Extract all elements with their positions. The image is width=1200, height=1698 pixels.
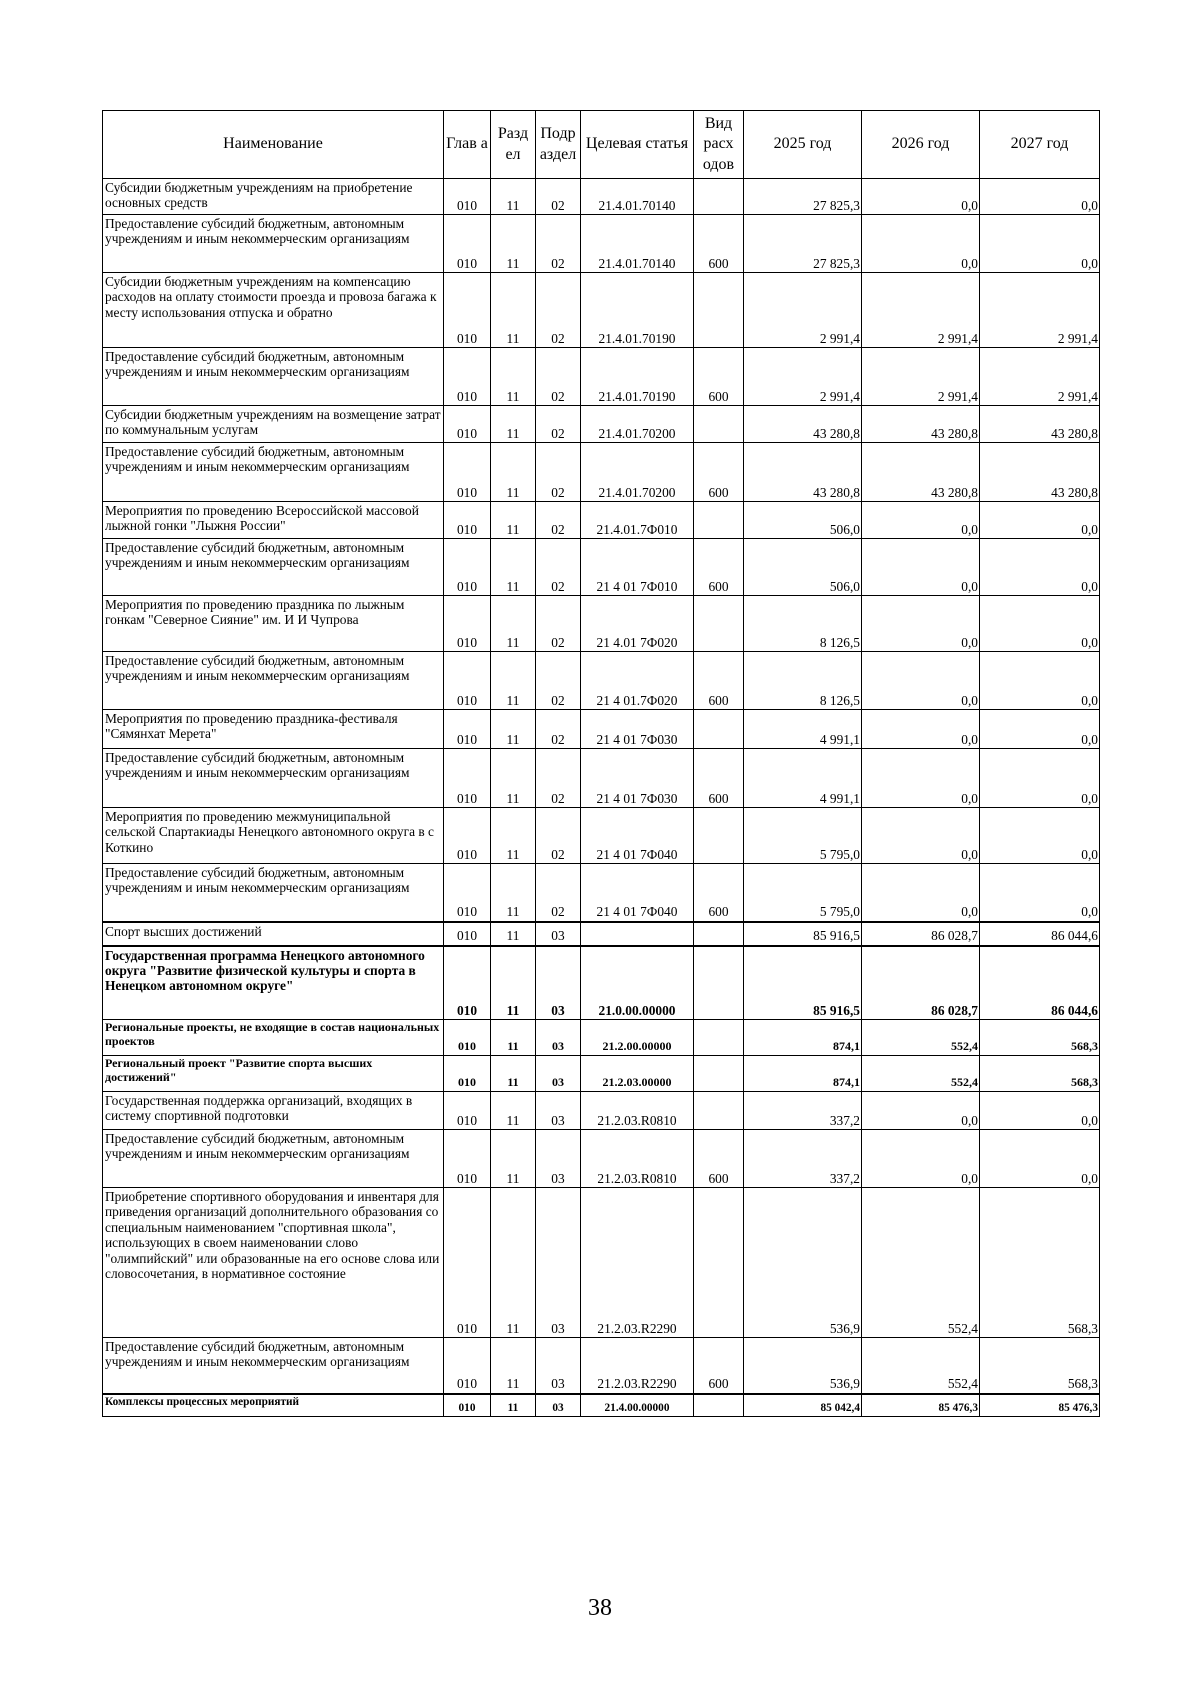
cell-article: 21.2.03.R2290 <box>581 1188 694 1338</box>
cell-2026: 0,0 <box>862 652 980 710</box>
cell-2026: 43 280,8 <box>862 406 980 443</box>
header-razdel: Разд ел <box>491 111 536 179</box>
cell-expense-type: 600 <box>694 443 744 502</box>
cell-razdel: 11 <box>491 946 536 1020</box>
table-row <box>103 652 1100 710</box>
cell-podrazdel: 02 <box>536 808 581 864</box>
cell-podrazdel: 02 <box>536 406 581 443</box>
cell-expense-type: 600 <box>694 864 744 922</box>
cell-2027: 85 476,3 <box>980 1394 1100 1417</box>
cell-razdel: 11 <box>491 215 536 273</box>
cell-razdel: 11 <box>491 1188 536 1338</box>
cell-glava: 010 <box>444 1020 491 1056</box>
cell-2027: 0,0 <box>980 864 1100 922</box>
cell-glava: 010 <box>444 596 491 652</box>
cell-podrazdel: 03 <box>536 1056 581 1092</box>
cell-podrazdel: 02 <box>536 348 581 406</box>
cell-expense-type <box>694 179 744 215</box>
cell-glava: 010 <box>444 1056 491 1092</box>
cell-expense-type <box>694 1394 744 1417</box>
cell-glava: 010 <box>444 864 491 922</box>
cell-expense-type <box>694 1092 744 1130</box>
cell-2027: 43 280,8 <box>980 443 1100 502</box>
cell-2026: 0,0 <box>862 596 980 652</box>
cell-glava: 010 <box>444 1338 491 1394</box>
table-row <box>103 1092 1100 1130</box>
table-row <box>103 710 1100 749</box>
cell-name: Мероприятия по проведению межмуниципальной сельской Спартакиады Ненецкого автономного округа в с Коткино <box>103 808 444 864</box>
cell-article: 21 4 01.7Ф020 <box>581 652 694 710</box>
cell-expense-type <box>694 502 744 539</box>
cell-2025: 536,9 <box>744 1188 862 1338</box>
cell-name: Субсидии бюджетным учреждениям на компенсацию расходов на оплату стоимости проезда и провоза багажа к месту использования отпуска и обратно <box>103 273 444 348</box>
cell-article: 21.4.01.70200 <box>581 406 694 443</box>
cell-razdel: 11 <box>491 406 536 443</box>
cell-2025: 8 126,5 <box>744 596 862 652</box>
cell-podrazdel: 03 <box>536 1188 581 1338</box>
cell-article: 21 4.01 7Ф020 <box>581 596 694 652</box>
cell-name: Государственная программа Ненецкого автономного округа "Развитие физической культуры и спорта в Ненецком автономном округе" <box>103 946 444 1020</box>
cell-podrazdel: 02 <box>536 502 581 539</box>
cell-2026: 0,0 <box>862 502 980 539</box>
cell-razdel: 11 <box>491 749 536 808</box>
cell-podrazdel: 03 <box>536 1092 581 1130</box>
cell-2026: 2 991,4 <box>862 273 980 348</box>
cell-glava: 010 <box>444 348 491 406</box>
cell-2026: 552,4 <box>862 1338 980 1394</box>
cell-glava: 010 <box>444 215 491 273</box>
cell-article: 21.2.03.R0810 <box>581 1130 694 1188</box>
cell-2027: 568,3 <box>980 1020 1100 1056</box>
cell-expense-type: 600 <box>694 1338 744 1394</box>
cell-2025: 27 825,3 <box>744 179 862 215</box>
cell-expense-type <box>694 596 744 652</box>
cell-name: Мероприятия по проведению праздника-фестиваля "Сямянхат Мерета" <box>103 710 444 749</box>
cell-2025: 2 991,4 <box>744 273 862 348</box>
cell-2027: 86 044,6 <box>980 946 1100 1020</box>
cell-podrazdel: 03 <box>536 1338 581 1394</box>
cell-2025: 85 042,4 <box>744 1394 862 1417</box>
cell-2026: 0,0 <box>862 749 980 808</box>
page-number: 38 <box>588 1595 612 1621</box>
cell-glava: 010 <box>444 443 491 502</box>
cell-name: Приобретение спортивного оборудования и инвентаря для приведения организаций дополнительного образования со специальным наименованием "спортивная школа", использующих в своем наименовании слово "олимпийский" или образованные на его основе слова или словосочетания, в нормативное состояние <box>103 1188 444 1338</box>
cell-name: Спорт высших достижений <box>103 922 444 946</box>
cell-razdel: 11 <box>491 502 536 539</box>
cell-article: 21.4.01.70140 <box>581 179 694 215</box>
cell-2025: 506,0 <box>744 502 862 539</box>
cell-2025: 4 991,1 <box>744 710 862 749</box>
cell-expense-type <box>694 1020 744 1056</box>
cell-name: Предоставление субсидий бюджетным, автономным учреждениям и иным некоммерческим организациям <box>103 652 444 710</box>
cell-2026: 552,4 <box>862 1188 980 1338</box>
cell-name: Предоставление субсидий бюджетным, автономным учреждениям и иным некоммерческим организациям <box>103 443 444 502</box>
cell-2026: 85 476,3 <box>862 1394 980 1417</box>
cell-expense-type: 600 <box>694 348 744 406</box>
cell-2025: 85 916,5 <box>744 946 862 1020</box>
cell-2025: 43 280,8 <box>744 443 862 502</box>
table-row <box>103 1188 1100 1338</box>
table-row <box>103 946 1100 1020</box>
cell-article: 21.4.00.00000 <box>581 1394 694 1417</box>
table-row <box>103 808 1100 864</box>
header-year-2026: 2026 год <box>862 111 980 179</box>
cell-podrazdel: 02 <box>536 539 581 596</box>
cell-article: 21.4.01.70140 <box>581 215 694 273</box>
cell-article: 21 4 01 7Ф040 <box>581 808 694 864</box>
header-podrazdel: Подр аздел <box>536 111 581 179</box>
cell-article: 21.4.01.70190 <box>581 273 694 348</box>
cell-glava: 010 <box>444 1130 491 1188</box>
cell-2026: 552,4 <box>862 1020 980 1056</box>
cell-razdel: 11 <box>491 864 536 922</box>
cell-expense-type <box>694 273 744 348</box>
cell-glava: 010 <box>444 406 491 443</box>
table-row <box>103 443 1100 502</box>
cell-2027: 0,0 <box>980 539 1100 596</box>
cell-name: Региональные проекты, не входящие в состав национальных проектов <box>103 1020 444 1056</box>
cell-podrazdel: 02 <box>536 273 581 348</box>
cell-2026: 0,0 <box>862 215 980 273</box>
cell-razdel: 11 <box>491 808 536 864</box>
cell-podrazdel: 02 <box>536 596 581 652</box>
cell-expense-type <box>694 946 744 1020</box>
cell-2025: 874,1 <box>744 1056 862 1092</box>
cell-name: Субсидии бюджетным учреждениям на приобретение основных средств <box>103 179 444 215</box>
cell-name: Региональный проект "Развитие спорта высших достижений" <box>103 1056 444 1092</box>
cell-article: 21 4 01 7Ф030 <box>581 710 694 749</box>
header-year-2027: 2027 год <box>980 111 1100 179</box>
cell-2025: 874,1 <box>744 1020 862 1056</box>
cell-glava: 010 <box>444 539 491 596</box>
table-row <box>103 922 1100 946</box>
cell-2025: 8 126,5 <box>744 652 862 710</box>
cell-2025: 4 991,1 <box>744 749 862 808</box>
cell-2025: 506,0 <box>744 539 862 596</box>
cell-2027: 0,0 <box>980 596 1100 652</box>
cell-2027: 0,0 <box>980 808 1100 864</box>
cell-podrazdel: 02 <box>536 652 581 710</box>
cell-name: Предоставление субсидий бюджетным, автономным учреждениям и иным некоммерческим организациям <box>103 864 444 922</box>
cell-name: Мероприятия по проведению праздника по лыжным гонкам "Северное Сияние" им. И И Чупрова <box>103 596 444 652</box>
cell-2026: 0,0 <box>862 808 980 864</box>
cell-razdel: 11 <box>491 1056 536 1092</box>
cell-glava: 010 <box>444 273 491 348</box>
cell-podrazdel: 02 <box>536 749 581 808</box>
cell-razdel: 11 <box>491 1092 536 1130</box>
cell-podrazdel: 03 <box>536 922 581 946</box>
cell-glava: 010 <box>444 652 491 710</box>
cell-article: 21 4 01 7Ф030 <box>581 749 694 808</box>
cell-2025: 85 916,5 <box>744 922 862 946</box>
cell-glava: 010 <box>444 179 491 215</box>
cell-2026: 0,0 <box>862 1130 980 1188</box>
cell-podrazdel: 02 <box>536 179 581 215</box>
cell-article: 21 4 01 7Ф010 <box>581 539 694 596</box>
cell-2026: 0,0 <box>862 1092 980 1130</box>
cell-glava: 010 <box>444 710 491 749</box>
cell-2025: 27 825,3 <box>744 215 862 273</box>
cell-name: Государственная поддержка организаций, входящих в систему спортивной подготовки <box>103 1092 444 1130</box>
table-row <box>103 502 1100 539</box>
cell-2026: 0,0 <box>862 710 980 749</box>
header-target-article: Целевая статья <box>581 111 694 179</box>
cell-expense-type <box>694 808 744 864</box>
cell-glava: 010 <box>444 808 491 864</box>
table-row <box>103 749 1100 808</box>
table-row <box>103 1338 1100 1394</box>
header-name: Наименование <box>103 111 444 179</box>
cell-article <box>581 922 694 946</box>
cell-glava: 010 <box>444 946 491 1020</box>
cell-2025: 536,9 <box>744 1338 862 1394</box>
cell-razdel: 11 <box>491 1338 536 1394</box>
table-row <box>103 1130 1100 1188</box>
table-row <box>103 406 1100 443</box>
budget-table <box>102 110 1100 1417</box>
cell-podrazdel: 03 <box>536 946 581 1020</box>
cell-razdel: 11 <box>491 596 536 652</box>
cell-razdel: 11 <box>491 1020 536 1056</box>
cell-2025: 2 991,4 <box>744 348 862 406</box>
cell-expense-type: 600 <box>694 652 744 710</box>
cell-podrazdel: 03 <box>536 1130 581 1188</box>
cell-2027: 568,3 <box>980 1056 1100 1092</box>
cell-name: Комплексы процессных мероприятий <box>103 1394 444 1417</box>
header-year-2025: 2025 год <box>744 111 862 179</box>
cell-2027: 0,0 <box>980 215 1100 273</box>
cell-razdel: 11 <box>491 710 536 749</box>
cell-2027: 43 280,8 <box>980 406 1100 443</box>
cell-glava: 010 <box>444 1092 491 1130</box>
table-row <box>103 215 1100 273</box>
header-glava: Глав а <box>444 111 491 179</box>
cell-2027: 0,0 <box>980 1130 1100 1188</box>
cell-2025: 43 280,8 <box>744 406 862 443</box>
cell-2025: 5 795,0 <box>744 864 862 922</box>
table-row <box>103 1056 1100 1092</box>
cell-article: 21.4.01.7Ф010 <box>581 502 694 539</box>
cell-razdel: 11 <box>491 348 536 406</box>
cell-podrazdel: 02 <box>536 710 581 749</box>
cell-2025: 5 795,0 <box>744 808 862 864</box>
cell-2027: 0,0 <box>980 652 1100 710</box>
table-row <box>103 1020 1100 1056</box>
cell-2026: 552,4 <box>862 1056 980 1092</box>
cell-glava: 010 <box>444 749 491 808</box>
cell-2027: 2 991,4 <box>980 273 1100 348</box>
table-row <box>103 348 1100 406</box>
cell-razdel: 11 <box>491 652 536 710</box>
cell-2026: 2 991,4 <box>862 348 980 406</box>
cell-podrazdel: 02 <box>536 864 581 922</box>
cell-razdel: 11 <box>491 273 536 348</box>
table-row <box>103 179 1100 215</box>
cell-glava: 010 <box>444 502 491 539</box>
cell-name: Предоставление субсидий бюджетным, автономным учреждениям и иным некоммерческим организациям <box>103 348 444 406</box>
cell-name: Предоставление субсидий бюджетным, автономным учреждениям и иным некоммерческим организациям <box>103 215 444 273</box>
table-row <box>103 596 1100 652</box>
cell-glava: 010 <box>444 1394 491 1417</box>
cell-razdel: 11 <box>491 1130 536 1188</box>
cell-article: 21.0.00.00000 <box>581 946 694 1020</box>
cell-2025: 337,2 <box>744 1130 862 1188</box>
cell-glava: 010 <box>444 922 491 946</box>
cell-2026: 86 028,7 <box>862 946 980 1020</box>
cell-2027: 0,0 <box>980 179 1100 215</box>
cell-name: Предоставление субсидий бюджетным, автономным учреждениям и иным некоммерческим организациям <box>103 539 444 596</box>
table-row <box>103 273 1100 348</box>
cell-article: 21.2.03.R2290 <box>581 1338 694 1394</box>
cell-article: 21.4.01.70200 <box>581 443 694 502</box>
cell-expense-type: 600 <box>694 539 744 596</box>
cell-podrazdel: 03 <box>536 1394 581 1417</box>
cell-expense-type: 600 <box>694 1130 744 1188</box>
cell-2026: 0,0 <box>862 864 980 922</box>
cell-name: Предоставление субсидий бюджетным, автономным учреждениям и иным некоммерческим организациям <box>103 1130 444 1188</box>
cell-razdel: 11 <box>491 922 536 946</box>
cell-razdel: 11 <box>491 539 536 596</box>
cell-2027: 568,3 <box>980 1188 1100 1338</box>
cell-podrazdel: 02 <box>536 215 581 273</box>
cell-expense-type <box>694 922 744 946</box>
cell-name: Предоставление субсидий бюджетным, автономным учреждениям и иным некоммерческим организациям <box>103 749 444 808</box>
cell-name: Мероприятия по проведению Всероссийской массовой лыжной гонки "Лыжня России" <box>103 502 444 539</box>
cell-glava: 010 <box>444 1188 491 1338</box>
cell-article: 21.2.03.00000 <box>581 1056 694 1092</box>
cell-expense-type <box>694 1056 744 1092</box>
cell-name: Предоставление субсидий бюджетным, автономным учреждениям и иным некоммерческим организациям <box>103 1338 444 1394</box>
cell-2025: 337,2 <box>744 1092 862 1130</box>
cell-2027: 86 044,6 <box>980 922 1100 946</box>
cell-expense-type: 600 <box>694 749 744 808</box>
cell-article: 21.2.00.00000 <box>581 1020 694 1056</box>
table-body <box>103 179 1100 1417</box>
cell-podrazdel: 02 <box>536 443 581 502</box>
cell-article: 21.2.03.R0810 <box>581 1092 694 1130</box>
cell-2027: 0,0 <box>980 1092 1100 1130</box>
cell-article: 21 4 01 7Ф040 <box>581 864 694 922</box>
table-row <box>103 539 1100 596</box>
cell-article: 21.4.01.70190 <box>581 348 694 406</box>
table-row <box>103 864 1100 922</box>
cell-expense-type <box>694 1188 744 1338</box>
table-row <box>103 1394 1100 1417</box>
cell-2026: 86 028,7 <box>862 922 980 946</box>
cell-2027: 568,3 <box>980 1338 1100 1394</box>
cell-2027: 0,0 <box>980 502 1100 539</box>
cell-2026: 0,0 <box>862 179 980 215</box>
header-row <box>103 111 1100 179</box>
cell-razdel: 11 <box>491 179 536 215</box>
cell-2027: 0,0 <box>980 710 1100 749</box>
cell-razdel: 11 <box>491 1394 536 1417</box>
cell-razdel: 11 <box>491 443 536 502</box>
header-expense-type: Вид расх одов <box>694 111 744 179</box>
cell-2027: 2 991,4 <box>980 348 1100 406</box>
cell-2027: 0,0 <box>980 749 1100 808</box>
cell-name: Субсидии бюджетным учреждениям на возмещение затрат по коммунальным услугам <box>103 406 444 443</box>
cell-podrazdel: 03 <box>536 1020 581 1056</box>
cell-expense-type <box>694 710 744 749</box>
cell-expense-type: 600 <box>694 215 744 273</box>
cell-2026: 0,0 <box>862 539 980 596</box>
cell-2026: 43 280,8 <box>862 443 980 502</box>
cell-expense-type <box>694 406 744 443</box>
